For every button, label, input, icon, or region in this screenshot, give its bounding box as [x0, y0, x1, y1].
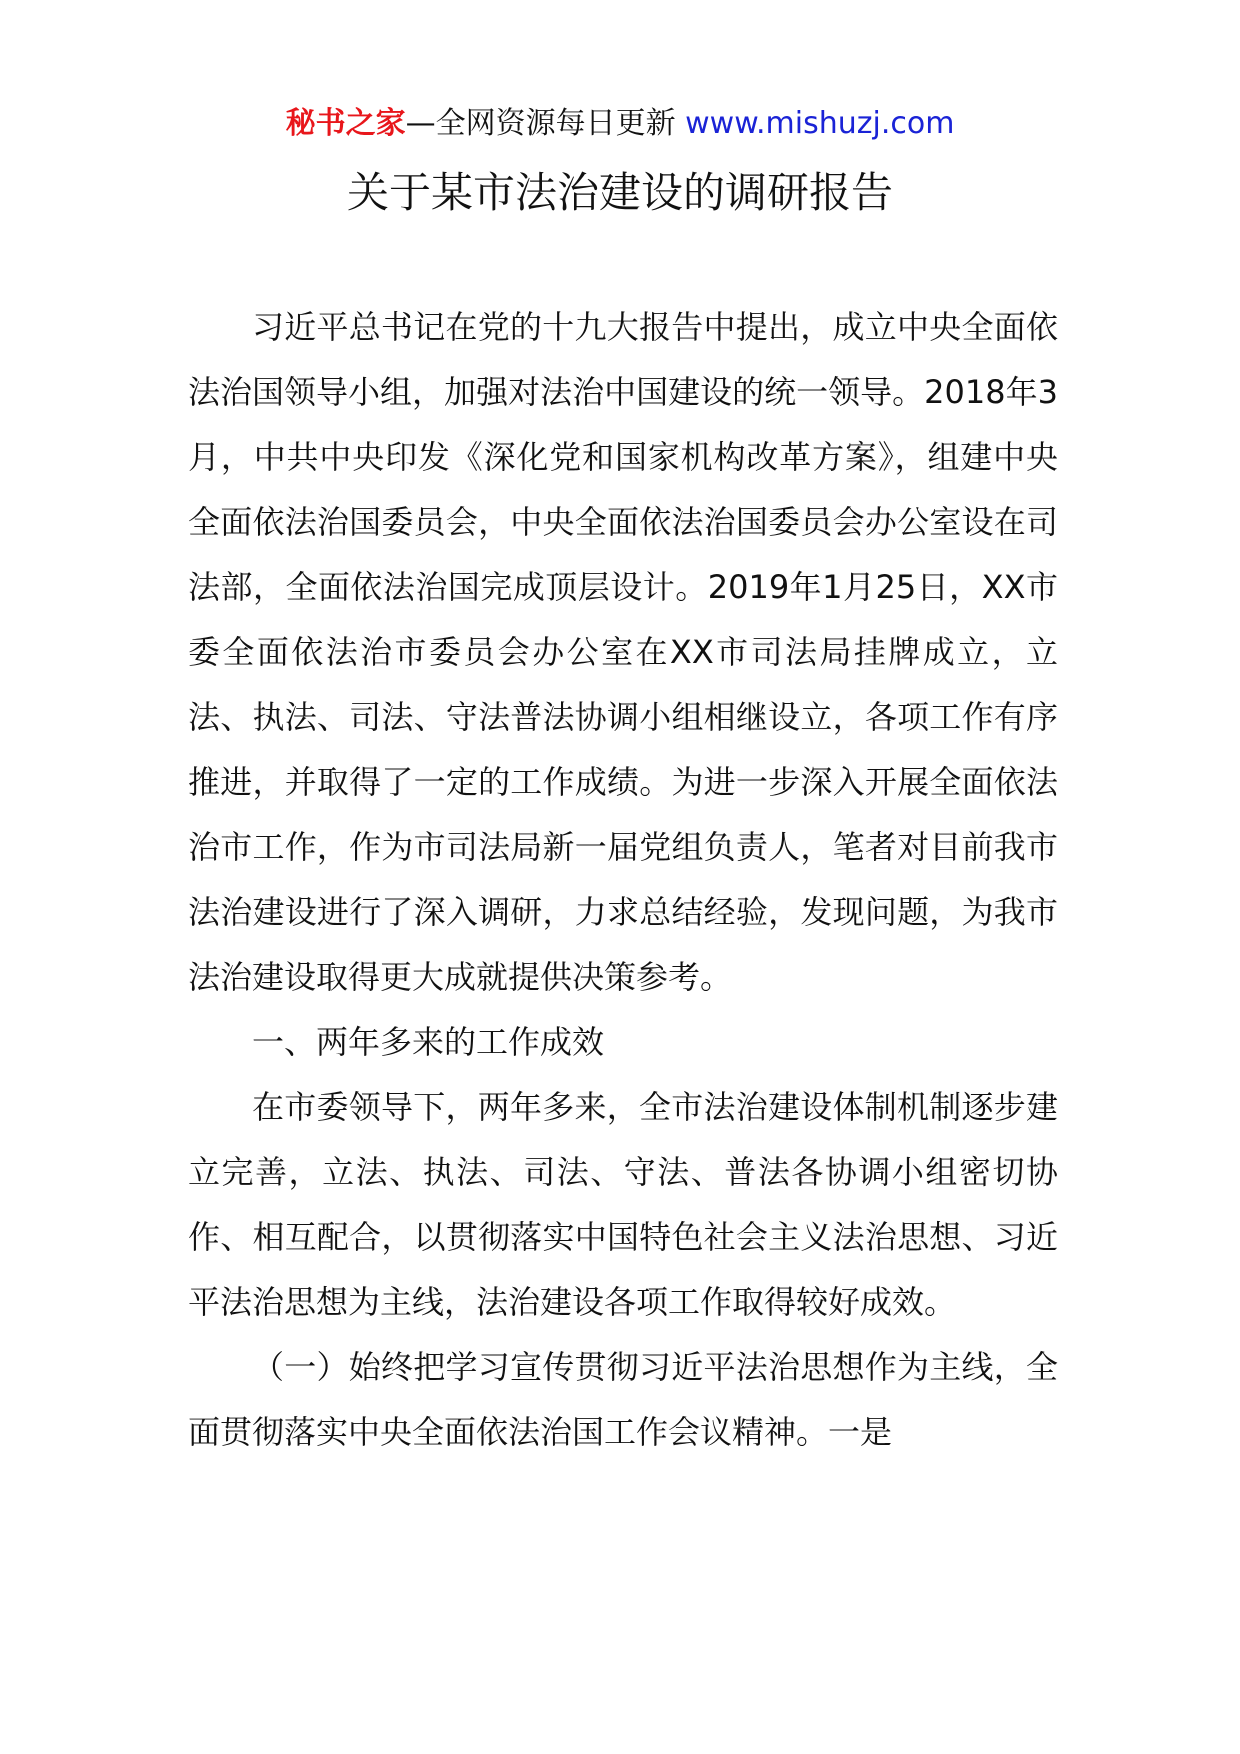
header-tagline: —全网资源每日更新 — [405, 106, 676, 141]
paragraph-intro: 习近平总书记在党的十九大报告中提出，成立中央全面依法治国领导小组，加强对法治中国建设的统一领导。2018年3月，中共中央印发《深化党和国家机构改革方案》，组建中央全面依法治国委员会，中央全面依法治国委员会办公室设在司法部，全面依法治国完成顶层设计。2019年1月25日，XX市委全面依法治市委员会办公室在XX市司法局挂牌成立，立法、执法、司法、守法普法协调小组相继设立，各项工作有序推进，并取得了一定的工作成绩。为进一步深入开展全面依法治市工作，作为市司法局新一届党组负责人，笔者对目前我市法治建设进行了深入调研，力求总结经验，发现问题，为我市法治建设取得更大成就提供决策参考。 — [188, 308, 1058, 996]
document-body — [188, 295, 1058, 1465]
paragraph-subsection-1: （一）始终把学习宣传贯彻习近平法治思想作为主线，全面贯彻落实中央全面依法治国工作会议精神。一是 — [188, 1348, 1058, 1451]
paragraph-achievements: 在市委领导下，两年多来，全市法治建设体制机制逐步建立完善，立法、执法、司法、守法、普法各协调小组密切协作、相互配合，以贯彻落实中国特色社会主义法治思想、习近平法治思想为主线，法治建设各项工作取得较好成效。 — [188, 1088, 1058, 1321]
page-header — [0, 104, 1240, 144]
brand-name: 秘书之家 — [285, 106, 406, 141]
site-url-link[interactable]: www.mishuzj.com — [685, 106, 955, 141]
section-heading: 一、两年多来的工作成效 — [252, 1023, 605, 1061]
document-title: 关于某市法治建设的调研报告 — [346, 168, 893, 217]
